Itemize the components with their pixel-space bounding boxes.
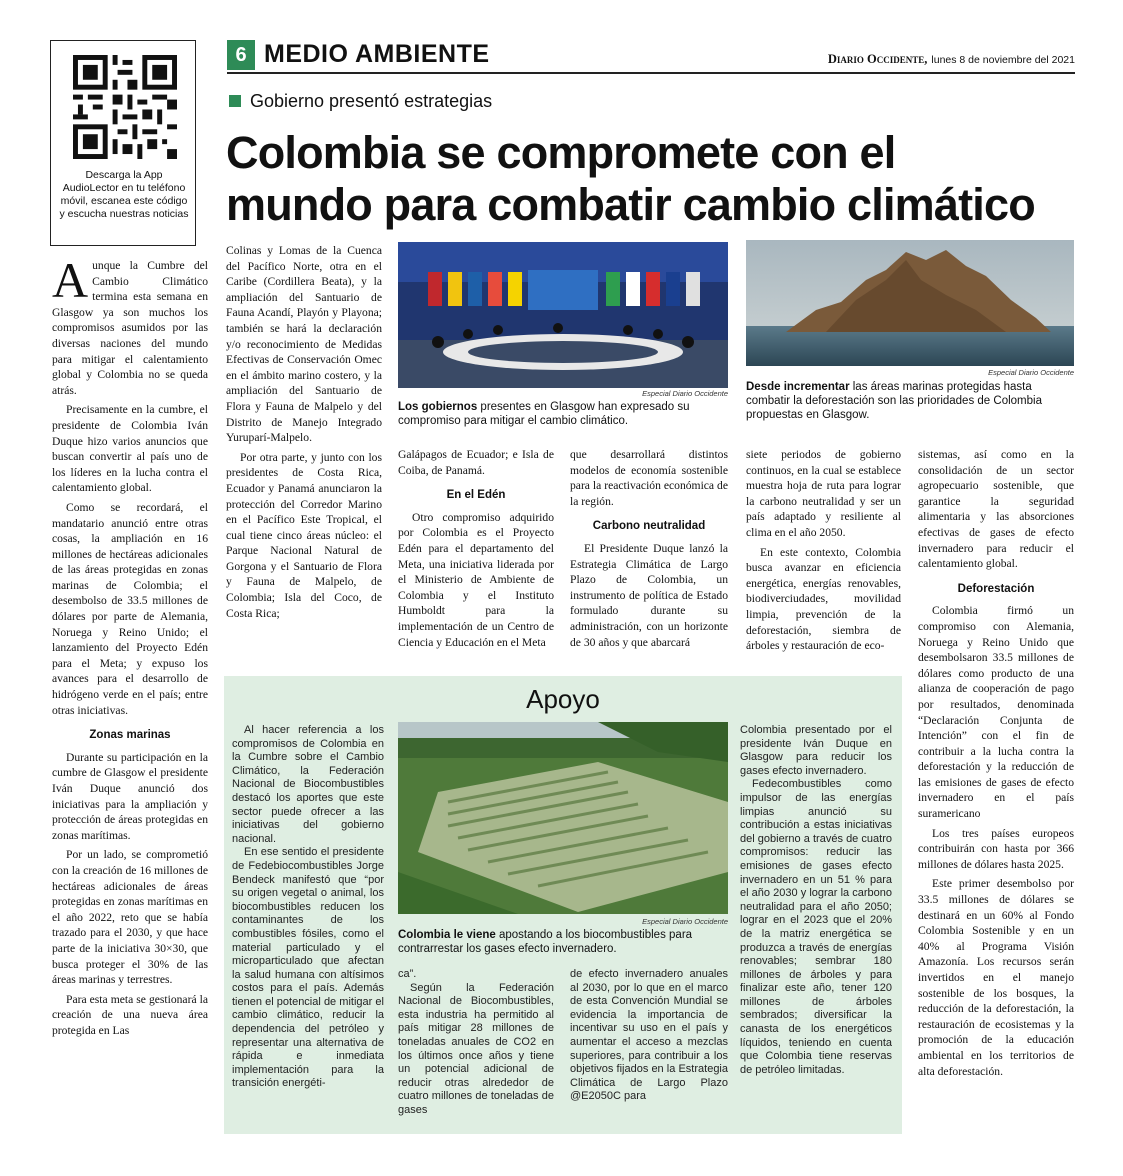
subhead-deforestacion: Deforestación (957, 582, 1035, 595)
column-2 (226, 243, 382, 625)
apoyo-bottom-col-2 (570, 968, 728, 1104)
subhead-carbono-neutralidad: Carbono neutralidad (592, 520, 706, 533)
dropcap: A (52, 252, 89, 308)
col4-p1: que desarrollará distintos modelos de economía sostenible para la reactivación económica de la región. (570, 448, 728, 508)
column-5 (746, 447, 901, 658)
col2-p1: Colinas y Lomas de la Cuenca del Pacífico Norte, otra en el Caribe (Cordillera Beata), y la ampliación del Santuario de Fauna Acandí, Playón y Playona; también se hará la declaración y/o reconocimiento de Medidas Efectivas de Conservación Omec en el ámbito marino costero, y la ampliación del Santuario de Flora y Fauna de Malpelo y del Distrito de Manejo Integrado Yuruparí-Malpelo. (226, 244, 382, 445)
column-4 (570, 447, 728, 654)
col6-p2: Colombia firmó un compromiso con Alemania, Noruega y Reino Unido que desembolsaron 33.5 millones de dólares como producto de una alianza de cooperación de pago por resultados, denominada “Declaración Conjunta de Intención” con el fin de contribuir a la lucha contra la deforestación y la reducción de las emisiones de gases de efecto invernadero en el país suramericano (918, 604, 1074, 821)
summit-photo-credit: Especial Diario Occidente (642, 389, 728, 398)
summit-caption-rest: presentes en Glasgow han expresado su compromiso para mitigar el cambio climático. (398, 401, 690, 427)
col4-p2: El Presidente Duque lanzó la Estrategia Climática de Largo Plazo de Colombia, un instrumento de política de Estado formulado durante su administración, con un horizonte de 30 años y que abarcará (570, 541, 728, 649)
island-photo (746, 240, 1074, 366)
qr-caption: Descarga la App AudioLector en tu teléfono móvil, escanea este código y escucha nuestras noticias (59, 169, 189, 220)
apoyo-b1-p2: Según la Federación Nacional de Biocombustibles, esta industria ha permitido al país mitigar 28 millones de toneladas anuales de CO2 en los últimos once años y tiene un potencial adicional de reducir otras alrededor de cuatro millones de toneladas de gases (398, 981, 554, 1116)
subhead-zonas-marinas: Zonas marinas (89, 729, 171, 742)
qr-code-icon[interactable] (73, 55, 177, 159)
apoyo-title: Apoyo (526, 684, 600, 714)
plantation-caption-bold: Colombia le viene (398, 929, 496, 941)
apoyo-left-column (232, 724, 384, 1091)
col3-p2: Otro compromiso adquirido por Colombia es el Proyecto Edén para el departamento del Meta, una iniciativa liderada por el Ministerio de Ambiente de Colombia y el Instituto Humboldt para la implementación de un Centro de Ciencia y Educación en el Meta (398, 510, 554, 649)
plantation-photo-caption (398, 928, 728, 956)
col5-p2: En este contexto, Colombia busca avanzar en eficiencia energética, energías renovables, biodiverciudades, movilidad limpia, prevención de la deforestación, siembra de árboles y restauración de eco- (746, 545, 901, 653)
summit-caption-bold: Los gobiernos (398, 401, 478, 413)
apoyo-left-p1: Al hacer referencia a los compromisos de Colombia en la Cumbre sobre el Cambio Climático, la Federación Nacional de Biocombustibles destacó los aportes que este sector puede ofrecer a las iniciativas del gobierno nacional. (232, 724, 384, 845)
col1-p4: Durante su participación en la cumbre de Glasgow el presidente Iván Duque anunció dos iniciativas para la ampliación y protección de áreas protegidas en zonas marítimas. (52, 750, 208, 842)
apoyo-b1: ca”. (398, 968, 417, 980)
header-meta (780, 50, 1075, 68)
col5-p1: siete periodos de gobierno continuos, en la cual se establece muestra hoja de ruta para lograr la carbono neutralidad y ser un país adaptado y resiliente al clima en el año 2050. (746, 448, 901, 539)
headline-line-2: mundo para combatir cambio climático (226, 179, 1035, 230)
island-caption-bold: Desde incrementar (746, 381, 850, 393)
paper-name: Diario Occidente, (827, 52, 928, 66)
header-date: lunes 8 de noviembre del 2021 (931, 54, 1075, 66)
apoyo-b2: de efecto invernadero anuales al 2030, por lo que en el marco de esta Convención Mundial se evidencia la importancia de incentivar su uso en el país y aumentar el acceso a mezclas superiores, para contribuir a los objetivos fijados en la Estrategia Climática de Largo Plazo @E2050C para (570, 968, 728, 1103)
headline-line-1: Colombia se compromete con el (226, 127, 896, 178)
kicker: Gobierno presentó estrategias (250, 91, 493, 111)
page-number: 6 (227, 40, 255, 70)
plantation-photo-credit: Especial Diario Occidente (642, 917, 728, 926)
col1-p2: Precisamente en la cumbre, el presidente de Colombia Iván Duque hizo varios anuncios que buscan convertir al país uno de los líderes en la lucha contra el calentamiento global. (52, 403, 208, 495)
col6-p3: Los tres países europeos contribuirán con hasta por 366 millones de dólares hasta 2025. (918, 826, 1074, 871)
column-3 (398, 447, 554, 654)
column-6 (918, 447, 1074, 1083)
kicker-square (229, 95, 241, 107)
subhead-en-el-eden: En el Edén (446, 489, 506, 502)
col6-p1: sistemas, así como en la consolidación de un sector agropecuario sostenible, que garantice la seguridad alimentaria y las absorciones efectivas de gases de efecto invernadero para reducir el calentamiento global. (918, 448, 1074, 571)
col3-p1: Galápagos de Ecuador; e Isla de Coiba, de Panamá. (398, 448, 554, 477)
col2-p2: Por otra parte, y junto con los presidentes de Costa Rica, Ecuador y Panamá anunciaron la protección del Corredor Marino en el Pacífico Este Tropical, el cual tiene cinco áreas núcleo: el Parque Nacional Natural de Gorgona y el Santuario de Flora y Fauna de Malpelo, de Colombia; Isla del Coco, de Costa Rica; (226, 450, 382, 620)
qr-box (50, 40, 196, 246)
island-caption-rest: las áreas marinas protegidas hasta combatir la deforestación son las prioridades de Colombia propuestas en Glasgow. (746, 381, 1042, 421)
apoyo-right-p2: Fedecombustibles como impulsor de las energías limpias anunció su contribución a estas iniciativas del gobierno a través de cuatro compromisos: reducir las emisiones de gases efecto invernadero en un 51 % para el año 2030 y lograr la carbono neutralidad para el año 2050; lograr en el 2023 que el 20% de la matriz energética se produzca a través de energías renovables; sembrar 180 millones de árboles y para finalizar este año, tener 120 millones de árboles sembrados; diversificar la canasta de los energéticos líquidos, teniendo en cuenta que Colombia tiene reservas de petróleo limitadas. (740, 778, 892, 1076)
summit-photo (398, 242, 728, 388)
header-rule (227, 72, 1075, 74)
plantation-caption-rest: apostando a los biocombustibles para contrarrestar los gases efecto invernadero. (398, 929, 693, 955)
island-photo-caption (746, 380, 1074, 422)
apoyo-left-p2: En ese sentido el presidente de Fedebiocombustibles Jorge Bendeck manifestó que “por su origen vegetal o animal, los biocombustibles reducen los contaminantes de los combustibles fósiles, como el material particulado y el microparticulado que afectan la salud humana con altísimos costos para el país. Además tienen el potencial de mitigar el cambio climático, reducir la dependencia del petróleo y representar una alternativa de rápida e inmediata implementación para la transición energéti- (232, 846, 384, 1090)
summit-photo-caption (398, 400, 728, 428)
col1-p6: Para esta meta se gestionará la creación de una nueva área protegida en Las (52, 992, 208, 1037)
plantation-photo (398, 722, 728, 914)
col1-p1: unque la Cumbre del Cambio Climático termina esta semana en Glasgow ya son muchos los compromisos asumidos por las diversas naciones del mundo para mitigar el calentamiento global y Colombia no se queda atrás. (52, 259, 208, 397)
column-1 (52, 252, 208, 1043)
section-title: MEDIO AMBIENTE (264, 40, 490, 68)
apoyo-bottom-col-1 (398, 968, 554, 1118)
island-photo-credit: Especial Diario Occidente (988, 368, 1074, 377)
col1-p5: Por un lado, se comprometió con la creación de 16 millones de hectáreas adicionales de áreas protegidas en zonas marítimas en el año 2022, reto que se había trazado para el 2030, y que hace parte de la iniciativa 30×30, que busca proteger el 30% de las áreas marinas y terrestres. (52, 848, 208, 987)
col6-p4: Este primer desembolso por 33.5 millones de dólares se destinará en un 60% al Fondo Colombia Sostenible y en un 40% al Programa Visión Amazonía. Los recursos serán invertidos en el manejo sostenible de los bosques, la reducción de la deforestación, la restauración de ecosistemas y la promoción de la educación ambiental en los territorios de alta deforestación. (918, 877, 1074, 1078)
apoyo-right-p1: Colombia presentado por el presidente Iván Duque en Glasgow para reducir los gases efecto invernadero. (740, 724, 892, 777)
col1-p3: Como se recordará, el mandatario anunció entre otras cosas, la ampliación en 16 millones de hectáreas adicionales de las áreas protegidas en zonas marinas de Colombia; el desembolso de 33.5 millones de dólares por parte de Alemania, Noruega y Reino Unido; el lanzamiento del Proyecto Edén para el Meta; y expuso los avances para el desarrollo de hidrógeno verde en el país; entre otras iniciativas. (52, 500, 208, 717)
apoyo-right-column (740, 724, 892, 1077)
